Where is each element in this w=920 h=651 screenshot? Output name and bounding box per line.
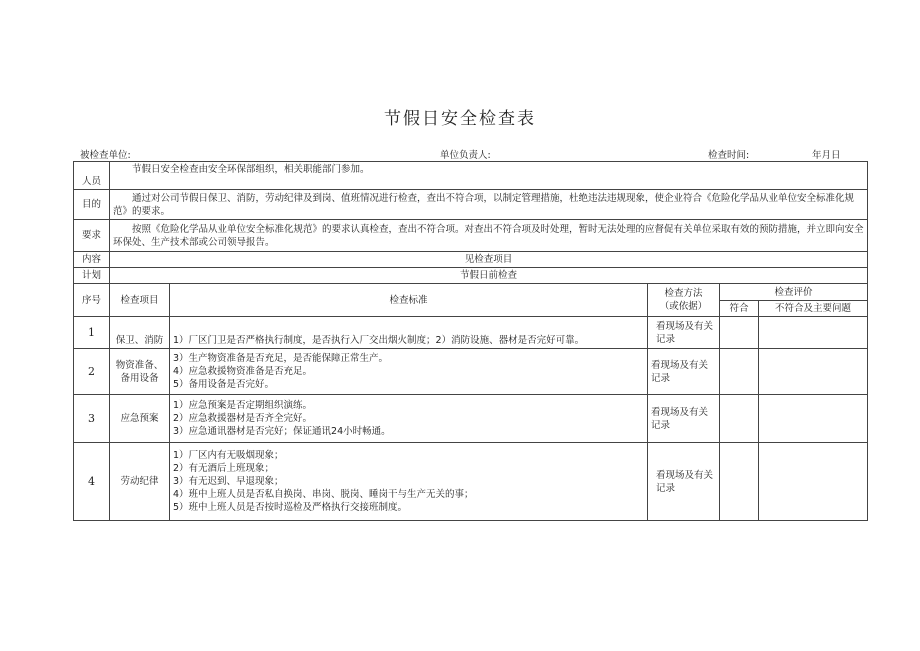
table-row: [74, 443, 868, 521]
standard-line: 3）应急通讯器材是否完好；保证通讯24小时畅通。: [173, 426, 391, 437]
standard-line: 4）应急救援物资准备是否充足。: [173, 366, 313, 377]
personnel-text: 节假日安全检查由安全环保部组织，相关职能部门参加。: [110, 162, 868, 190]
plan-row: [74, 268, 868, 284]
standard-line: 2）有无酒后上班现象；: [173, 463, 275, 474]
row-number: 3: [74, 395, 110, 443]
nonconform-cell[interactable]: [759, 395, 868, 443]
nonconform-cell[interactable]: [759, 443, 868, 521]
row-method: 看现场及有关记录: [648, 317, 720, 349]
inspection-time-label: 检查时间:: [708, 150, 750, 161]
row-method: 看现场及有关记录: [648, 349, 720, 395]
row-number: 4: [74, 443, 110, 521]
requirement-text: 按照《危险化学品从业单位安全标准化规范》的要求认真检查，查出不符合项。对查出不符合项及时处理，暂时无法处理的应督促有关单位采取有效的预防措施，并立即向安全环保处、生产技术部或公司领导报告。: [110, 220, 868, 252]
content-label: 内容: [74, 252, 110, 268]
row-item: 劳动纪律: [110, 443, 170, 521]
row-standard: [170, 317, 648, 349]
requirement-label: 要求: [74, 220, 110, 252]
row-standard: [170, 395, 648, 443]
nonconform-cell[interactable]: [759, 349, 868, 395]
standard-line: 3）有无迟到、早退现象；: [173, 476, 284, 487]
conform-cell[interactable]: [720, 395, 759, 443]
row-method: 看现场及有关记录: [648, 395, 720, 443]
page-title: 节假日安全检查表: [384, 109, 536, 129]
row-item: 应急预案: [110, 395, 170, 443]
method-header-line1: 检查方法: [664, 288, 703, 299]
table-row: [74, 395, 868, 443]
requirement-row: [74, 220, 868, 252]
row-number: 1: [74, 317, 110, 349]
nonconform-header: 不符合及主要问题: [759, 301, 868, 317]
date-label: 年月日: [812, 150, 841, 161]
plan-text: 节假日前检查: [110, 268, 868, 284]
purpose-text: 通过对公司节假日保卫、消防，劳动纪律及到岗、值班情况进行检查，查出不符合项，以制定管理措施，杜绝违法违规现象，使企业符合《危险化学品从业单位安全标准化规范》的要求。: [110, 190, 868, 220]
standard-line: 1）应急预案是否定期组织演练。: [173, 400, 313, 411]
item-header: 检查项目: [110, 284, 170, 317]
standard-line: 5）备用设备是否完好。: [173, 379, 275, 390]
plan-label: 计划: [74, 268, 110, 284]
standard-header: 检查标准: [170, 284, 648, 317]
method-header: [648, 284, 720, 317]
purpose-label: 目的: [74, 190, 110, 220]
inspection-table: [73, 161, 868, 521]
conform-header: 符合: [720, 301, 759, 317]
purpose-row: [74, 190, 868, 220]
unit-leader-label: 单位负责人:: [440, 150, 491, 161]
row-method: 看现场及有关记录: [648, 443, 720, 521]
method-header-line2: （或依据）: [659, 301, 708, 312]
row-number: 2: [74, 349, 110, 395]
conform-cell[interactable]: [720, 443, 759, 521]
standard-line: 1）厂区内有无吸烟现象；: [173, 450, 284, 461]
conform-cell[interactable]: [720, 317, 759, 349]
row-item: 保卫、消防: [110, 317, 170, 349]
row-standard: [170, 349, 648, 395]
column-header-row: [74, 284, 868, 301]
conform-cell[interactable]: [720, 349, 759, 395]
standard-line: 1）厂区门卫是否严格执行制度，是否执行入厂交出烟火制度；2）消防设施、器材是否完好可靠。: [173, 335, 585, 346]
row-standard: [170, 443, 648, 521]
nonconform-cell[interactable]: [759, 317, 868, 349]
table-row: [74, 317, 868, 349]
evaluation-header: 检查评价: [720, 284, 868, 301]
seq-header: 序号: [74, 284, 110, 317]
standard-line: 4）班中上班人员是否私自换岗、串岗、脱岗、睡岗干与生产无关的事；: [173, 489, 474, 500]
content-text: 见检查项目: [110, 252, 868, 268]
standard-line: 2）应急救援器材是否齐全完好。: [173, 413, 313, 424]
row-item: 物资准备、备用设备: [110, 349, 170, 395]
standard-line: 5）班中上班人员是否按时巡检及严格执行交接班制度。: [173, 502, 408, 513]
personnel-label: 人员: [74, 162, 110, 190]
standard-line: 3）生产物资准备是否充足，是否能保障正常生产。: [173, 353, 389, 364]
table-row: [74, 349, 868, 395]
inspected-unit-label: 被检查单位:: [80, 150, 131, 161]
personnel-row: [74, 162, 868, 190]
content-row: [74, 252, 868, 268]
